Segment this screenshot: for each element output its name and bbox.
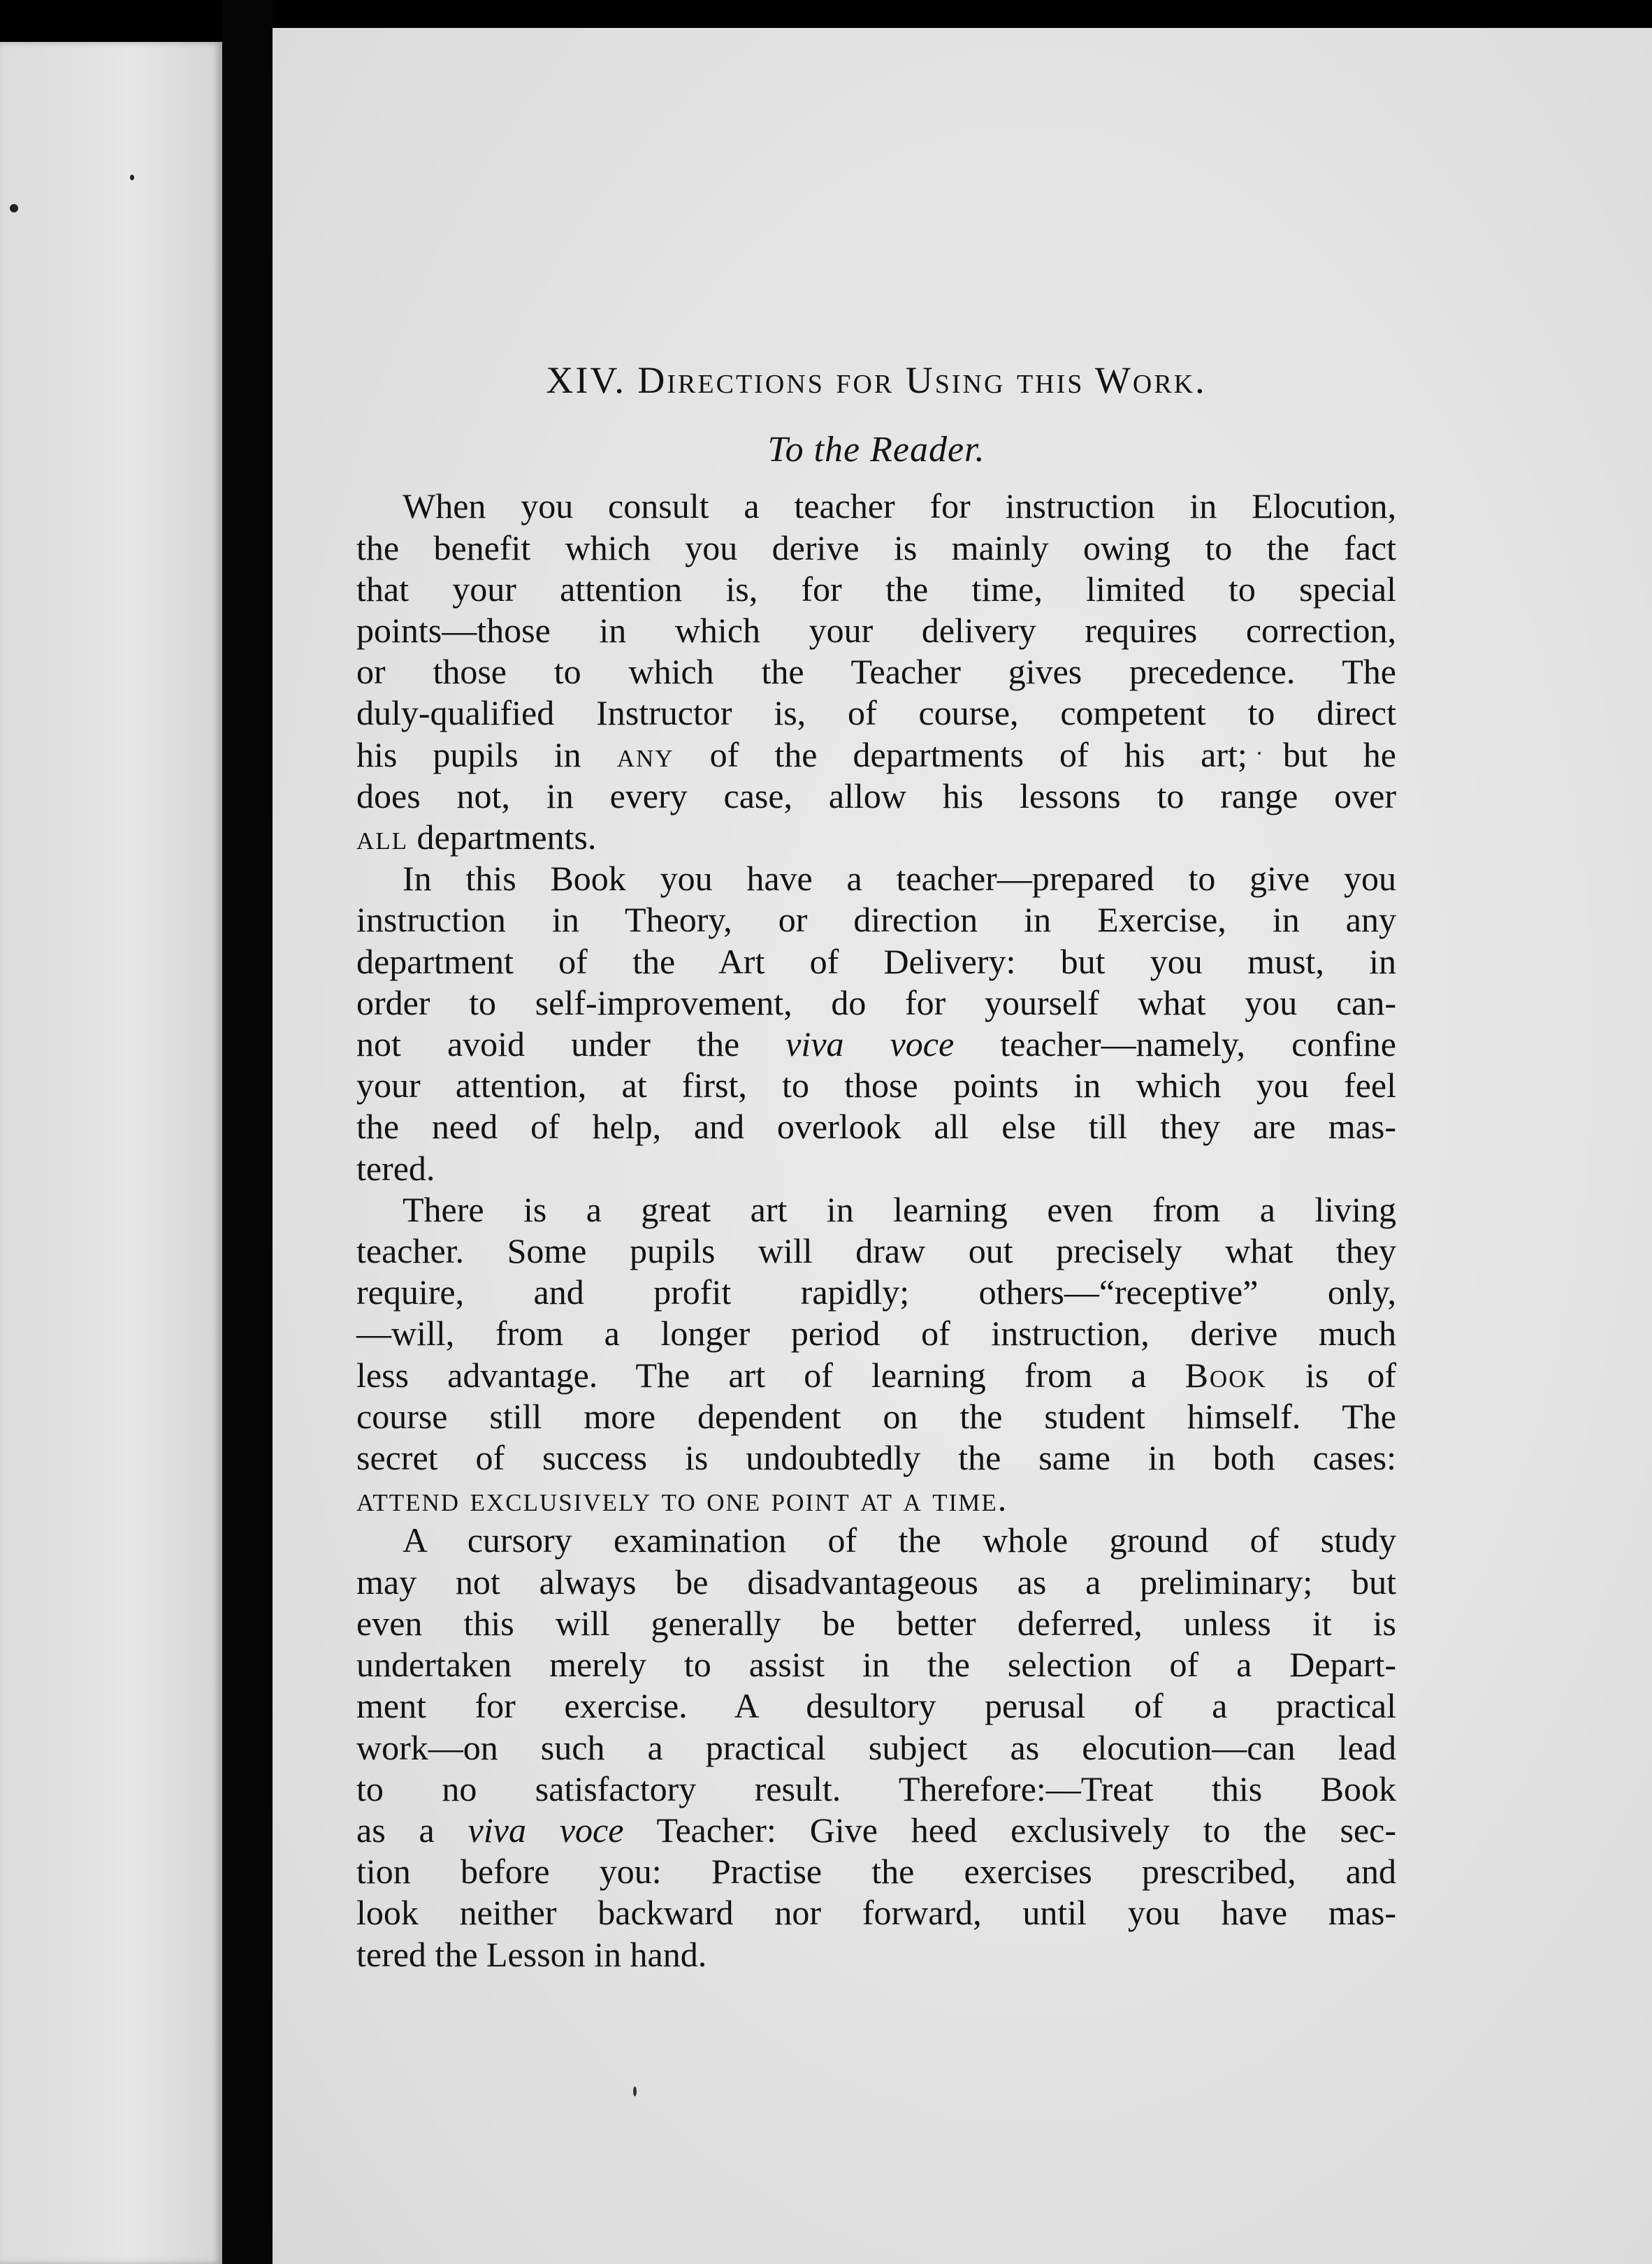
italic-text: viva voce	[785, 1024, 955, 1064]
text-line: course still more dependent on the student himself. The	[356, 1396, 1396, 1436]
text-line: does not, in every case, allow his lessons to range over	[356, 776, 1396, 815]
text-line: tered.	[356, 1148, 435, 1188]
chapter-heading	[356, 360, 1396, 401]
text-line: ment for exercise. A desultory perusal of a practical	[356, 1686, 1396, 1726]
text-line: A cursory examination of the whole ground of study	[403, 1521, 1396, 1560]
text-line: not avoid under the viva voce teacher—namely, confine	[356, 1024, 1396, 1064]
text-line: teacher. Some pupils will draw out precisely what they	[356, 1231, 1396, 1271]
text-line: duly-qualified Instructor is, of course, competent to direct	[356, 693, 1396, 733]
text-line: tion before you: Practise the exercises prescribed, and	[356, 1852, 1396, 1892]
paragraph-4	[356, 1520, 1396, 1975]
text-line: department of the Art of Delivery: but you must, in	[356, 941, 1396, 981]
text-line: require, and profit rapidly; others—“receptive” only,	[356, 1272, 1396, 1312]
page-gutter	[222, 0, 273, 2264]
text-line: even this will generally be better deferred, unless it is	[356, 1603, 1396, 1643]
ink-speck	[10, 204, 18, 212]
text-line: tered the Lesson in hand.	[356, 1934, 707, 1974]
text-line: or those to which the Teacher gives precedence. The	[356, 652, 1396, 692]
small-caps-text: Book	[1184, 1355, 1267, 1395]
text-line: order to self-improvement, do for yourself what you can-	[356, 982, 1396, 1022]
text-line: —will, from a longer period of instruction, derive much	[356, 1314, 1396, 1354]
text-line: that your attention is, for the time, limited to special	[356, 569, 1396, 609]
text-line: instruction in Theory, or direction in Exercise, in any	[356, 900, 1396, 940]
previous-page-edge	[0, 42, 222, 2264]
paragraph-2	[356, 858, 1396, 1189]
text-line: work—on such a practical subject as elocution—can lead	[356, 1727, 1396, 1767]
text-line	[356, 1479, 1396, 1520]
text-line: may not always be disadvantageous as a preliminary; but	[356, 1562, 1396, 1602]
paragraph-1	[356, 486, 1396, 858]
text-line: his pupils in any of the departments of his art; but he	[356, 734, 1397, 774]
text-line: There is a great art in learning even from a living	[403, 1189, 1396, 1229]
small-caps-text: attend exclusively to one point at a time.	[356, 1479, 1008, 1519]
text-line: your attention, at first, to those points in which you feel	[356, 1066, 1396, 1105]
text-line: as a viva voce Teacher: Give heed exclusively to the sec-	[356, 1810, 1397, 1850]
small-caps-text: all	[356, 818, 409, 857]
chapter-number: XIV.	[546, 359, 626, 401]
ink-speck	[633, 2087, 637, 2096]
text-line: secret of success is undoubtedly the same in both cases:	[356, 1438, 1396, 1478]
text-line: In this Book you have a teacher—prepared to give you	[403, 859, 1396, 899]
text-line: to no satisfactory result. Therefore:—Treat this Book	[356, 1769, 1396, 1808]
text-line: undertaken merely to assist in the selection of a Depart-	[356, 1645, 1396, 1685]
text-line: points—those in which your delivery requires correction,	[356, 611, 1396, 651]
italic-text: viva voce	[468, 1810, 624, 1850]
text-line: the need of help, and overlook all else till they are mas-	[356, 1107, 1396, 1147]
section-subheading: To the Reader.	[767, 430, 985, 470]
text-line: all departments.	[356, 818, 597, 857]
text-line: look neither backward nor forward, until you have mas-	[356, 1893, 1396, 1933]
ink-speck	[130, 175, 134, 180]
chapter-title: Directions for Using this Work.	[637, 359, 1207, 401]
text-line: less advantage. The art of learning from a Book is of	[356, 1355, 1396, 1395]
text-line: When you consult a teacher for instruction in Elocution,	[403, 486, 1396, 526]
page-text	[356, 360, 1396, 1975]
small-caps-text: any	[616, 734, 674, 774]
paragraph-3	[356, 1189, 1396, 1521]
text-line: the benefit which you derive is mainly owing to the fact	[356, 528, 1396, 567]
